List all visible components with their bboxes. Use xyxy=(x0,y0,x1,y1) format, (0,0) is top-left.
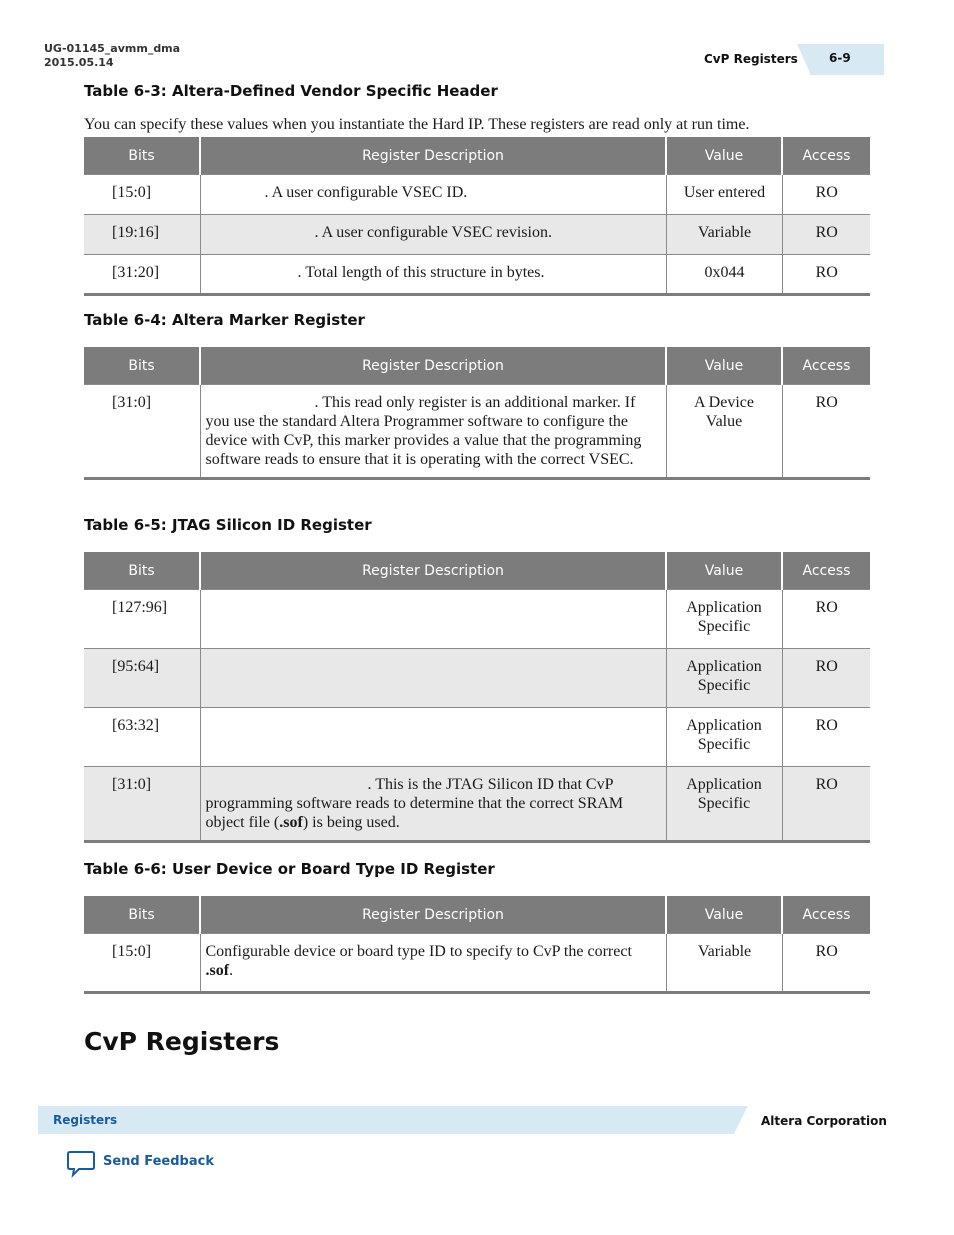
bits-cell: [31:0] xyxy=(84,767,200,842)
description-text-end: ) is being used. xyxy=(302,814,400,831)
col-bits: Bits xyxy=(84,137,200,175)
value-cell: 0x044 xyxy=(666,255,782,295)
col-value: Value xyxy=(666,552,782,590)
table-row xyxy=(84,649,870,708)
value-cell: Application Specific xyxy=(666,708,782,767)
doc-date: 2015.05.14 xyxy=(44,56,114,69)
table3 xyxy=(84,137,870,296)
bits-cell: [95:64] xyxy=(84,649,200,708)
description-cell: . A user configurable VSEC ID. xyxy=(200,175,666,215)
table5 xyxy=(84,552,870,843)
section-heading: CvP Registers xyxy=(84,1027,280,1056)
bits-cell: [31:0] xyxy=(84,385,200,479)
value-cell: Variable xyxy=(666,215,782,255)
bits-cell: [31:20] xyxy=(84,255,200,295)
value-cell: Variable xyxy=(666,934,782,993)
footer-registers-link[interactable]: Registers xyxy=(53,1113,118,1127)
table-row xyxy=(84,215,870,255)
table-row xyxy=(84,255,870,295)
access-cell: RO xyxy=(782,385,870,479)
access-cell: RO xyxy=(782,175,870,215)
col-bits: Bits xyxy=(84,347,200,385)
value-cell: Application Specific xyxy=(666,649,782,708)
description-text: Configurable device or board type ID to specify to CvP the correct xyxy=(205,943,632,960)
table-row xyxy=(84,175,870,215)
description-cell xyxy=(200,934,666,993)
table3-intro: You can specify these values when you instantiate the Hard IP. These registers are read only at run time. xyxy=(84,116,750,133)
description-cell xyxy=(200,649,666,708)
col-access: Access xyxy=(782,347,870,385)
table-header-row xyxy=(84,347,870,385)
table-header-row xyxy=(84,137,870,175)
footer-company: Altera Corporation xyxy=(761,1114,887,1128)
table5-caption: Table 6-5: JTAG Silicon ID Register xyxy=(84,516,372,534)
table-row xyxy=(84,767,870,842)
value-cell: Application Specific xyxy=(666,767,782,842)
value-cell: User entered xyxy=(666,175,782,215)
description-text-end: . xyxy=(229,962,234,979)
access-cell: RO xyxy=(782,767,870,842)
table6-caption: Table 6-6: User Device or Board Type ID Register xyxy=(84,860,495,878)
col-access: Access xyxy=(782,552,870,590)
table-header-row xyxy=(84,552,870,590)
description-cell xyxy=(200,767,666,842)
table-row xyxy=(84,385,870,479)
col-access: Access xyxy=(782,896,870,934)
doc-id-text: UG-01145_avmm_dma xyxy=(44,42,181,55)
access-cell: RO xyxy=(782,255,870,295)
table4-caption: Table 6-4: Altera Marker Register xyxy=(84,311,365,329)
col-value: Value xyxy=(666,896,782,934)
access-cell: RO xyxy=(782,215,870,255)
header-section-title: CvP Registers xyxy=(704,52,798,66)
bits-cell: [127:96] xyxy=(84,590,200,649)
access-cell: RO xyxy=(782,649,870,708)
col-description: Register Description xyxy=(200,552,666,590)
description-cell: . This read only register is an additional marker. If you use the standard Altera Programmer software to configure the device with CvP, this marker provides a value that the programming software reads to ensure that it is operating with the correct VSEC. xyxy=(200,385,666,479)
access-cell: RO xyxy=(782,934,870,993)
col-description: Register Description xyxy=(200,347,666,385)
access-cell: RO xyxy=(782,590,870,649)
description-text: . This is the JTAG Silicon ID that CvP programming software reads to determine that the correct SRAM object file ( xyxy=(205,776,624,831)
value-cell: A Device Value xyxy=(666,385,782,479)
col-value: Value xyxy=(666,347,782,385)
bits-cell: [15:0] xyxy=(84,175,200,215)
speech-bubble-icon[interactable] xyxy=(66,1150,96,1178)
value-cell: Application Specific xyxy=(666,590,782,649)
document-id xyxy=(44,42,180,70)
table-row xyxy=(84,708,870,767)
bits-cell: [63:32] xyxy=(84,708,200,767)
table-row xyxy=(84,934,870,993)
table6 xyxy=(84,896,870,994)
filename-emphasis: .sof xyxy=(205,962,230,979)
table-header-row xyxy=(84,896,870,934)
send-feedback-link[interactable]: Send Feedback xyxy=(103,1154,214,1169)
description-cell xyxy=(200,590,666,649)
filename-emphasis: .sof xyxy=(279,814,303,831)
col-description: Register Description xyxy=(200,896,666,934)
col-description: Register Description xyxy=(200,137,666,175)
table4 xyxy=(84,347,870,480)
col-access: Access xyxy=(782,137,870,175)
bits-cell: [19:16] xyxy=(84,215,200,255)
description-cell: . Total length of this structure in bytes. xyxy=(200,255,666,295)
col-value: Value xyxy=(666,137,782,175)
col-bits: Bits xyxy=(84,552,200,590)
table3-caption: Table 6-3: Altera-Defined Vendor Specific Header xyxy=(84,82,498,100)
bits-cell: [15:0] xyxy=(84,934,200,993)
col-bits: Bits xyxy=(84,896,200,934)
description-cell: . A user configurable VSEC revision. xyxy=(200,215,666,255)
footer-band xyxy=(38,1106,748,1134)
description-cell xyxy=(200,708,666,767)
table-row xyxy=(84,590,870,649)
access-cell: RO xyxy=(782,708,870,767)
page-number: 6-9 xyxy=(829,51,851,65)
